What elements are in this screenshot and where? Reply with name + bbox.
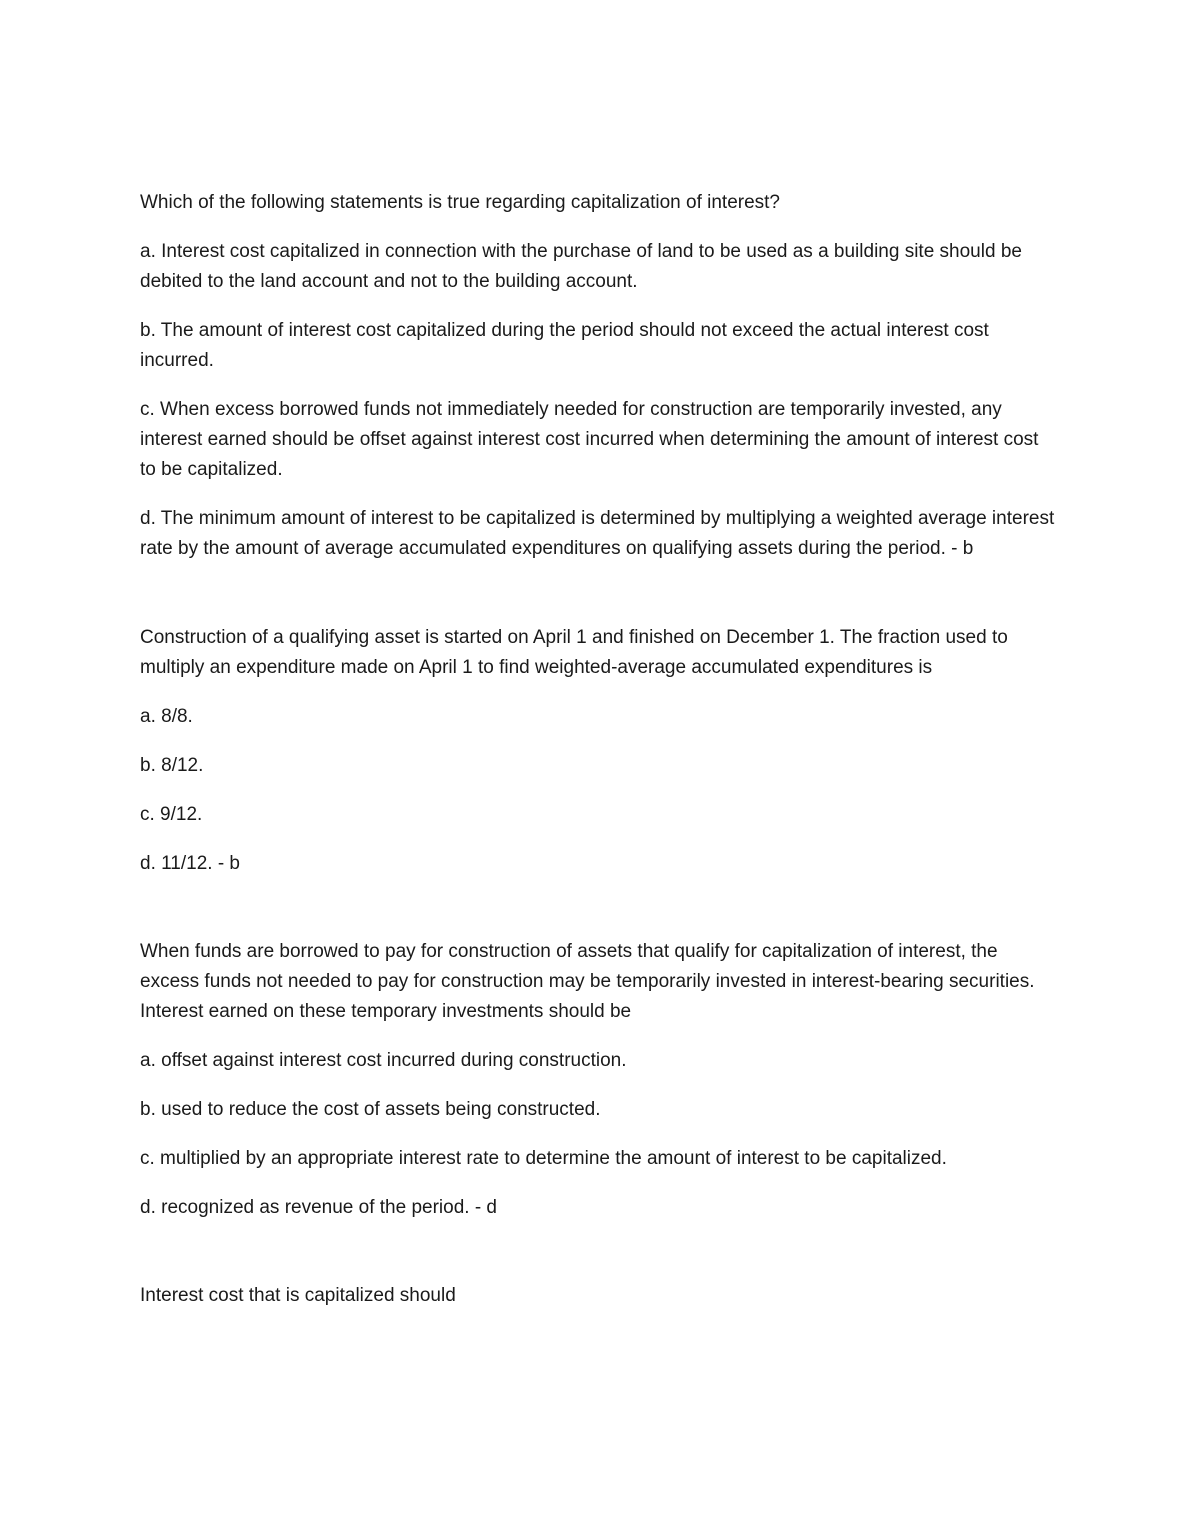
question-2-option-c: c. 9/12.	[140, 804, 203, 825]
question-3-option-c: c. multiplied by an appropriate interest rate to determine the amount of interest to be capitalized.	[140, 1148, 947, 1169]
question-1-option-c: c. When excess borrowed funds not immediately needed for construction are temporarily invested, any interest earned should be offset against interest cost incurred when determining the amount of interest cost to be capitalized.	[140, 399, 1039, 480]
question-4-stem: Interest cost that is capitalized should	[140, 1285, 456, 1306]
question-2-option-b: b. 8/12.	[140, 755, 204, 776]
question-3-option-d: d. recognized as revenue of the period. - d	[140, 1197, 498, 1218]
question-2-option-a: a. 8/8.	[140, 706, 193, 727]
question-2-option-d: d. 11/12. - b	[140, 853, 240, 874]
document-body	[140, 188, 1055, 1330]
question-3-stem: When funds are borrowed to pay for construction of assets that qualify for capitalization of interest, the excess funds not needed to pay for construction may be temporarily invested in interest-bearing securities. Interest earned on these temporary investments should be	[140, 941, 1035, 1022]
question-3-option-a: a. offset against interest cost incurred during construction.	[140, 1050, 627, 1071]
question-1-option-d: d. The minimum amount of interest to be capitalized is determined by multiplying a weighted average interest rate by the amount of average accumulated expenditures on qualifying assets during the period. - b	[140, 508, 1055, 559]
question-1-option-b: b. The amount of interest cost capitalized during the period should not exceed the actual interest cost incurred.	[140, 320, 989, 371]
question-2-stem: Construction of a qualifying asset is started on April 1 and finished on December 1. The fraction used to multiply an expenditure made on April 1 to find weighted-average accumulated expenditures is	[140, 627, 1008, 678]
question-1-option-a: a. Interest cost capitalized in connection with the purchase of land to be used as a building site should be debited to the land account and not to the building account.	[140, 241, 1022, 292]
question-1-stem: Which of the following statements is true regarding capitalization of interest?	[140, 192, 780, 213]
question-3-option-b: b. used to reduce the cost of assets being constructed.	[140, 1099, 601, 1120]
